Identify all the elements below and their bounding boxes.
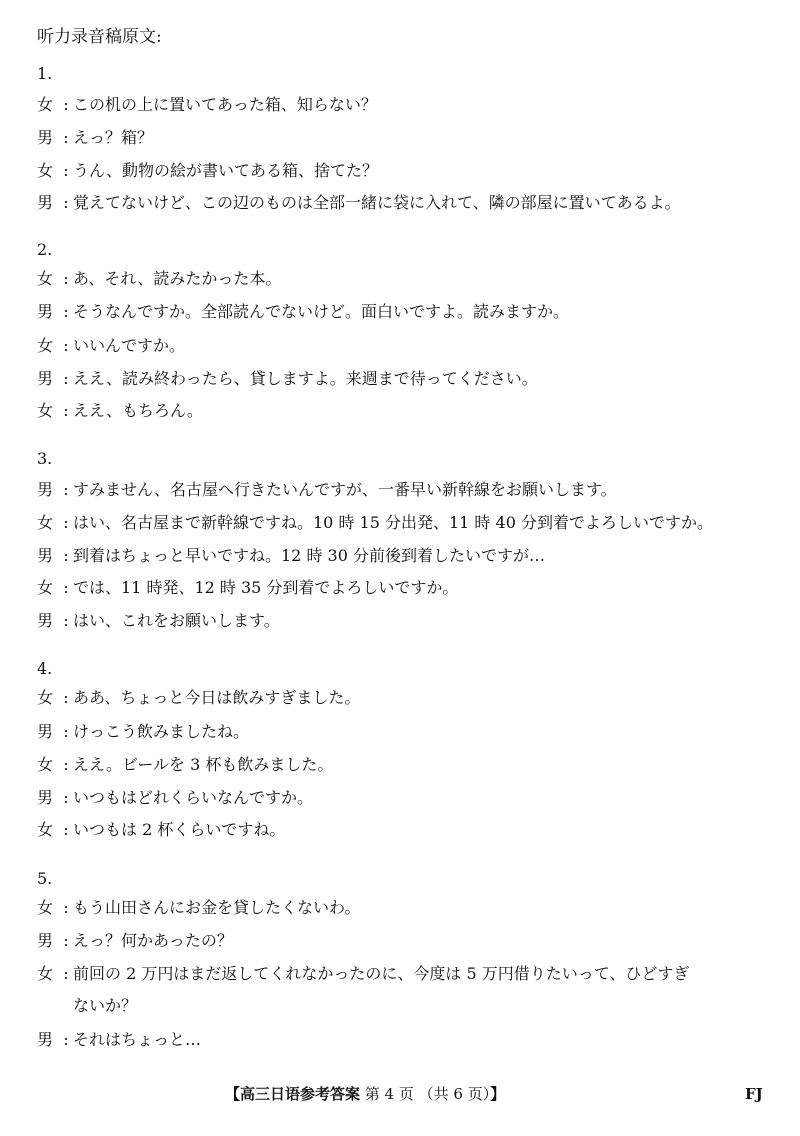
speaker-label: 男 (37, 931, 54, 950)
section-number: 4. (37, 659, 53, 678)
line-text: ええ。ビールを 3 杯も飲みました。 (73, 755, 334, 774)
colon: : (63, 611, 69, 630)
line-text: それはちょっと… (73, 1030, 202, 1049)
line-text: ええ、読み終わったら、貸しますよ。来週まで待ってください。 (73, 369, 538, 388)
colon: : (63, 95, 69, 114)
colon: : (63, 513, 69, 532)
line-text: あ、それ、読みたかった本。 (73, 269, 282, 288)
speaker-label: 男 (37, 302, 54, 321)
colon: : (63, 578, 69, 597)
dialogue-line (37, 787, 313, 809)
document-title: 听力录音稿原文: (37, 27, 162, 47)
section-number: 3. (37, 449, 53, 468)
line-text: うん、動物の絵が書いてある箱、捨てた？ (73, 161, 378, 180)
speaker-label: 女 (37, 820, 54, 839)
speaker-label: 男 (37, 611, 54, 630)
colon: : (63, 546, 69, 565)
colon: : (63, 269, 69, 288)
dialogue-line (37, 963, 689, 985)
line-text: いつもはどれくらいなんですか。 (73, 788, 314, 807)
speaker-label: 女 (37, 513, 54, 532)
line-text: もう山田さんにお金を貸したくないわ。 (73, 898, 361, 917)
dialogue-line (37, 897, 360, 919)
colon: : (63, 964, 69, 983)
line-text: えっ？何かあったの？ (73, 931, 233, 950)
dialogue-line (37, 192, 681, 214)
footer-doc-title: 【高三日语参考答案 (225, 1085, 361, 1103)
line-text: ええ、もちろん。 (73, 401, 203, 420)
colon: : (63, 755, 69, 774)
colon: : (63, 369, 69, 388)
dialogue-line (37, 127, 153, 149)
line-text: そうなんですか。全部読んでないけど。面白いですよ。読みますか。 (73, 302, 570, 321)
dialogue-line (37, 160, 378, 182)
dialogue-line (37, 1029, 201, 1051)
dialogue-line (37, 400, 203, 422)
speaker-label: 男 (37, 480, 54, 499)
colon: : (63, 161, 69, 180)
footer-close-bracket: 】 (490, 1085, 506, 1103)
dialogue-line (37, 610, 280, 632)
line-text: はい、名古屋まで新幹線ですね。10 時 15 分出発、11 時 40 分到着でよろしいですか。 (73, 513, 713, 532)
line-text: けっこう飲みましたね。 (73, 722, 250, 741)
colon: : (63, 722, 69, 741)
dialogue-line (37, 545, 545, 567)
line-continuation: ないか？ (73, 996, 138, 1015)
colon: : (63, 193, 69, 212)
colon: : (63, 336, 69, 355)
dialogue-line (37, 368, 538, 390)
line-text: いつもは 2 杯くらいですね。 (73, 820, 286, 839)
colon: : (63, 401, 69, 420)
dialogue-line (37, 577, 458, 599)
colon: : (63, 931, 69, 950)
speaker-label: 男 (37, 788, 54, 807)
speaker-label: 女 (37, 964, 54, 983)
speaker-label: 男 (37, 1030, 54, 1049)
footer-code: FJ (745, 1085, 763, 1103)
line-text: いいんですか。 (73, 336, 186, 355)
dialogue-line (37, 721, 249, 743)
dialogue-line (37, 301, 569, 323)
colon: : (63, 898, 69, 917)
line-text: 前回の 2 万円はまだ返してくれなかったのに、今度は 5 万円借りたいって、ひどすぎ (73, 964, 690, 983)
colon: : (63, 820, 69, 839)
speaker-label: 男 (37, 369, 54, 388)
line-text: はい、これをお願いします。 (73, 611, 280, 630)
dialogue-line (37, 819, 285, 841)
line-text: この机の上に置いてあった箱、知らない？ (73, 95, 377, 114)
speaker-label: 男 (37, 128, 54, 147)
dialogue-line (37, 930, 233, 952)
speaker-label: 男 (37, 193, 54, 212)
speaker-label: 男 (37, 722, 54, 741)
section-number: 2. (37, 240, 53, 259)
colon: : (63, 788, 69, 807)
line-text: 覚えてないけど、この辺のものは全部一緒に袋に入れて、隣の部屋に置いてあるよ。 (73, 193, 681, 212)
section-number: 1. (37, 64, 53, 83)
speaker-label: 女 (37, 578, 54, 597)
dialogue-line (37, 687, 360, 709)
speaker-label: 女 (37, 898, 54, 917)
speaker-label: 女 (37, 401, 54, 420)
speaker-label: 女 (37, 95, 54, 114)
dialogue-line (37, 479, 617, 501)
speaker-label: 女 (37, 161, 54, 180)
colon: : (63, 480, 69, 499)
footer-page-info (225, 1084, 505, 1104)
dialogue-line (37, 754, 333, 776)
line-text: では、11 時発、12 時 35 分到着でよろしいですか。 (73, 578, 459, 597)
speaker-label: 男 (37, 546, 54, 565)
speaker-label: 女 (37, 688, 54, 707)
speaker-label: 女 (37, 269, 54, 288)
speaker-label: 女 (37, 336, 54, 355)
line-text: 到着はちょっと早いですね。12 時 30 分前後到着したいですが… (73, 546, 545, 565)
speaker-label: 女 (37, 755, 54, 774)
dialogue-line (37, 335, 185, 357)
colon: : (63, 688, 69, 707)
colon: : (63, 302, 69, 321)
footer-page-label: 第 4 页 （共 6 页） (360, 1085, 491, 1103)
dialogue-line (37, 512, 713, 534)
colon: : (63, 128, 69, 147)
dialogue-line (37, 268, 281, 290)
line-text: えっ？箱？ (73, 128, 154, 147)
line-text: すみません、名古屋へ行きたいんですが、一番早い新幹線をお願いします。 (73, 480, 617, 499)
section-number: 5. (37, 869, 53, 888)
dialogue-line (37, 94, 377, 116)
line-text: ああ、ちょっと今日は飲みすぎました。 (73, 688, 361, 707)
colon: : (63, 1030, 69, 1049)
